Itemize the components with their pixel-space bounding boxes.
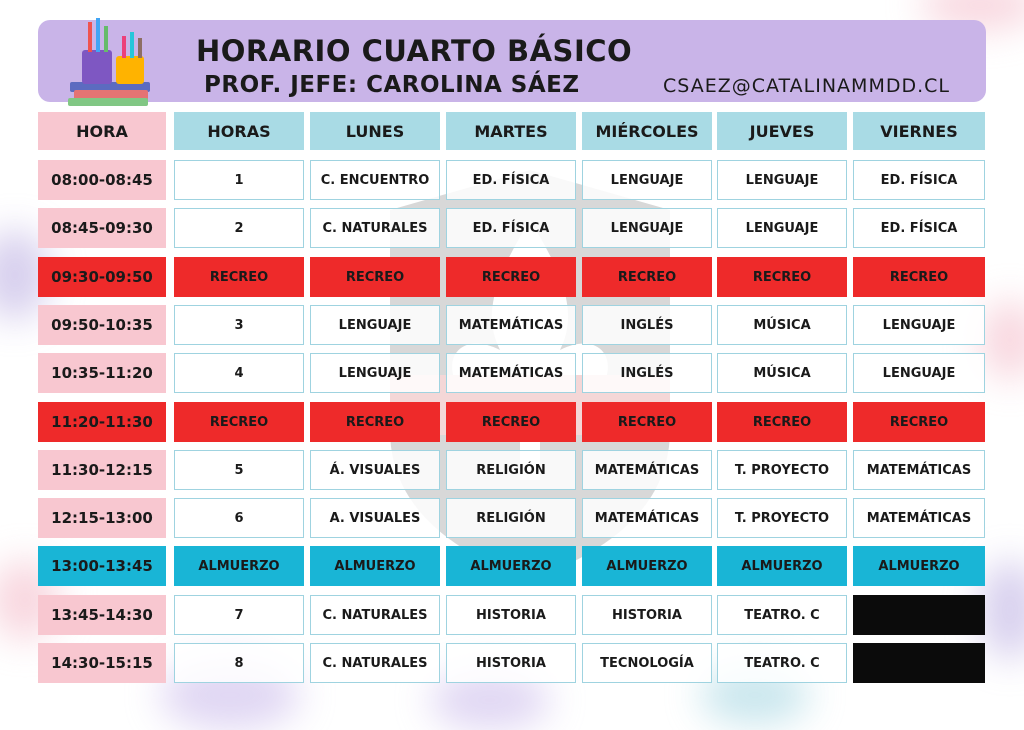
period-number-cell: 8 (174, 643, 304, 683)
subject-cell: RECREO (310, 402, 440, 442)
time-slot: 11:30-12:15 (38, 450, 166, 490)
time-slot: 10:35-11:20 (38, 353, 166, 393)
subject-cell: ALMUERZO (582, 546, 712, 586)
column-header-4: MIÉRCOLES (582, 112, 712, 150)
period-number-cell: 1 (174, 160, 304, 200)
subject-cell: RECREO (310, 257, 440, 297)
time-slot: 11:20-11:30 (38, 402, 166, 442)
time-slot: 12:15-13:00 (38, 498, 166, 538)
subject-cell: T. PROYECTO (717, 450, 847, 490)
subject-cell: C. ENCUENTRO (310, 160, 440, 200)
subject-cell: LENGUAJE (717, 160, 847, 200)
subject-cell: TEATRO. C (717, 643, 847, 683)
time-slot: 09:30-09:50 (38, 257, 166, 297)
subject-cell: RECREO (446, 402, 576, 442)
subject-cell: MÚSICA (717, 353, 847, 393)
period-number-cell: 7 (174, 595, 304, 635)
subject-cell: ED. FÍSICA (446, 160, 576, 200)
subject-cell: ED. FÍSICA (446, 208, 576, 248)
subject-cell: LENGUAJE (853, 353, 985, 393)
subject-cell: ALMUERZO (853, 546, 985, 586)
time-slot: 13:00-13:45 (38, 546, 166, 586)
subject-cell: Á. VISUALES (310, 450, 440, 490)
subject-cell: ALMUERZO (717, 546, 847, 586)
subject-cell: T. PROYECTO (717, 498, 847, 538)
subject-cell: ALMUERZO (310, 546, 440, 586)
period-number-cell: 3 (174, 305, 304, 345)
time-slot: 14:30-15:15 (38, 643, 166, 683)
column-header-2: LUNES (310, 112, 440, 150)
column-header-6: VIERNES (853, 112, 985, 150)
subject-cell: RECREO (717, 257, 847, 297)
subject-cell: MATEMÁTICAS (582, 450, 712, 490)
time-slot: 08:45-09:30 (38, 208, 166, 248)
subject-cell: LENGUAJE (310, 353, 440, 393)
subject-cell: LENGUAJE (582, 160, 712, 200)
subject-cell: MATEMÁTICAS (853, 450, 985, 490)
subject-cell: LENGUAJE (310, 305, 440, 345)
period-number-cell: ALMUERZO (174, 546, 304, 586)
decor-blob (980, 300, 1024, 380)
time-slot: 13:45-14:30 (38, 595, 166, 635)
subject-cell: HISTORIA (446, 643, 576, 683)
period-number-cell: 5 (174, 450, 304, 490)
subject-cell: MATEMÁTICAS (446, 305, 576, 345)
subject-cell: RECREO (446, 257, 576, 297)
subject-cell (853, 595, 985, 635)
subject-cell: RECREO (717, 402, 847, 442)
subject-cell: ALMUERZO (446, 546, 576, 586)
time-slot: 08:00-08:45 (38, 160, 166, 200)
subject-cell: TECNOLOGÍA (582, 643, 712, 683)
subject-cell: LENGUAJE (582, 208, 712, 248)
column-header-3: MARTES (446, 112, 576, 150)
subject-cell: HISTORIA (446, 595, 576, 635)
teacher-name: PROF. JEFE: CAROLINA SÁEZ (204, 72, 580, 98)
subject-cell: INGLÉS (582, 353, 712, 393)
column-header-5: JUEVES (717, 112, 847, 150)
column-header-1: HORAS (174, 112, 304, 150)
time-slot: 09:50-10:35 (38, 305, 166, 345)
header-banner (38, 20, 986, 102)
period-number-cell: 6 (174, 498, 304, 538)
subject-cell: MATEMÁTICAS (853, 498, 985, 538)
subject-cell: MATEMÁTICAS (582, 498, 712, 538)
subject-cell: HISTORIA (582, 595, 712, 635)
subject-cell: MÚSICA (717, 305, 847, 345)
decor-blob (980, 560, 1024, 660)
teacher-email: CSAEZ@CATALINAMMDD.CL (663, 75, 950, 97)
subject-cell: RECREO (582, 402, 712, 442)
subject-cell: LENGUAJE (717, 208, 847, 248)
page-title: HORARIO CUARTO BÁSICO (196, 34, 633, 68)
subject-cell: RELIGIÓN (446, 498, 576, 538)
subject-cell: C. NATURALES (310, 643, 440, 683)
subject-cell: A. VISUALES (310, 498, 440, 538)
subject-cell: MATEMÁTICAS (446, 353, 576, 393)
subject-cell: RELIGIÓN (446, 450, 576, 490)
period-number-cell: RECREO (174, 257, 304, 297)
period-number-cell: 4 (174, 353, 304, 393)
subject-cell: LENGUAJE (853, 305, 985, 345)
subject-cell: TEATRO. C (717, 595, 847, 635)
column-header-0: HORA (38, 112, 166, 150)
school-supplies-icon (68, 12, 158, 108)
subject-cell: C. NATURALES (310, 595, 440, 635)
subject-cell: ED. FÍSICA (853, 160, 985, 200)
subject-cell: RECREO (853, 257, 985, 297)
subject-cell: ED. FÍSICA (853, 208, 985, 248)
subject-cell: C. NATURALES (310, 208, 440, 248)
subject-cell (853, 643, 985, 683)
period-number-cell: 2 (174, 208, 304, 248)
subject-cell: RECREO (853, 402, 985, 442)
subject-cell: INGLÉS (582, 305, 712, 345)
period-number-cell: RECREO (174, 402, 304, 442)
subject-cell: RECREO (582, 257, 712, 297)
